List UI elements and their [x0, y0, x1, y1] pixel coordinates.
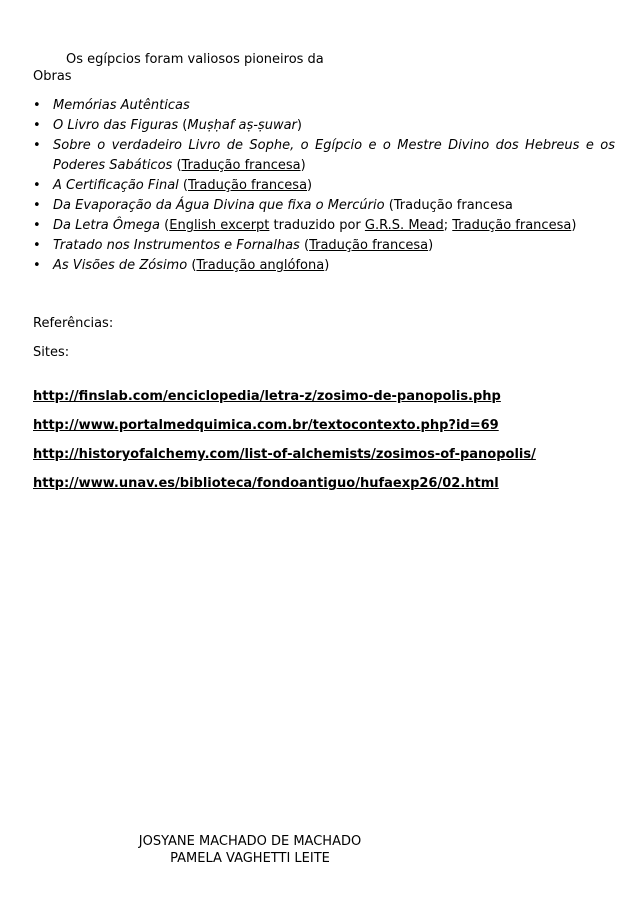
translator-link[interactable]: G.R.S. Mead	[364, 218, 444, 233]
list-item	[33, 96, 615, 116]
work-title: Tratado nos Instrumentos e Fornalhas	[53, 238, 300, 253]
paren-open: (	[172, 158, 182, 173]
paren-close: )	[307, 178, 313, 193]
bullet-icon: •	[33, 98, 41, 113]
work-title: As Visões de Zósimo	[53, 258, 188, 273]
work-title: Memórias Autênticas	[53, 98, 190, 113]
work-title: A Certificação Final	[53, 178, 179, 193]
work-title: Da Evaporação da Água Divina que fixa o Mercúrio	[53, 198, 385, 213]
paren-open: (	[178, 118, 188, 133]
authors-footer	[130, 833, 370, 867]
bullet-icon: •	[33, 218, 41, 233]
works-list	[33, 96, 615, 276]
intro-sentence	[33, 50, 553, 70]
author-name: JOSYANE MACHADO DE MACHADO	[138, 834, 362, 849]
bullet-icon: •	[33, 238, 41, 253]
paren-open: (	[160, 218, 170, 233]
paren-close: )	[571, 218, 577, 233]
bullet-icon: •	[33, 118, 41, 133]
translation-link[interactable]: Tradução francesa	[181, 158, 301, 173]
works-heading: Obras	[33, 69, 72, 84]
list-item	[33, 196, 615, 216]
paren-close: )	[300, 158, 306, 173]
sites-heading: Sites:	[33, 345, 70, 360]
bullet-icon: •	[33, 178, 41, 193]
translation-link[interactable]: Tradução francesa	[452, 218, 572, 233]
work-title: O Livro das Figuras	[53, 118, 179, 133]
reference-link[interactable]: http://finslab.com/enciclopedia/letra-z/zosimo-de-panopolis.php	[33, 389, 501, 404]
list-item	[33, 176, 615, 196]
paren-close: )	[428, 238, 434, 253]
paren-open: (	[299, 238, 310, 253]
bullet-icon: •	[33, 198, 41, 213]
work-subtitle: Muṣḥaf aṣ-ṣuwar	[187, 118, 297, 133]
translation-link[interactable]: Tradução francesa	[188, 178, 308, 193]
list-item	[33, 216, 615, 236]
paren-close: )	[324, 258, 330, 273]
bullet-icon: •	[33, 258, 41, 273]
paren-open: (	[187, 258, 197, 273]
paren-close: )	[296, 118, 302, 133]
author-name: PAMELA VAGHETTI LEITE	[170, 851, 330, 866]
work-title: Sobre o verdadeiro Livro de Sophe, o Egípcio e o Mestre Divino dos Hebreus e os Poderes Sabáticos	[53, 138, 615, 173]
references-heading: Referências:	[33, 316, 114, 331]
list-item	[33, 236, 615, 256]
paren-open: (	[178, 178, 188, 193]
list-item	[33, 136, 615, 176]
translation-link[interactable]: Tradução anglófona	[196, 258, 325, 273]
reference-link[interactable]: http://historyofalchemy.com/list-of-alchemists/zosimos-of-panopolis/	[33, 447, 536, 462]
list-item	[33, 116, 615, 136]
list-item	[33, 256, 615, 276]
translation-link[interactable]: Tradução francesa	[309, 238, 429, 253]
intro-text: Os egípcios foram valiosos pioneiros da	[66, 52, 324, 67]
reference-link[interactable]: http://www.portalmedquimica.com.br/textocontexto.php?id=69	[33, 418, 499, 433]
english-excerpt-link[interactable]: English excerpt	[169, 218, 270, 233]
work-title: Da Letra Ômega	[53, 218, 161, 233]
separator: ;	[443, 218, 453, 233]
translation-note: (Tradução francesa	[384, 198, 513, 213]
translated-by-text: traduzido por	[269, 218, 365, 233]
bullet-icon: •	[33, 138, 41, 153]
reference-link[interactable]: http://www.unav.es/biblioteca/fondoantiguo/hufaexp26/02.html	[33, 476, 499, 491]
